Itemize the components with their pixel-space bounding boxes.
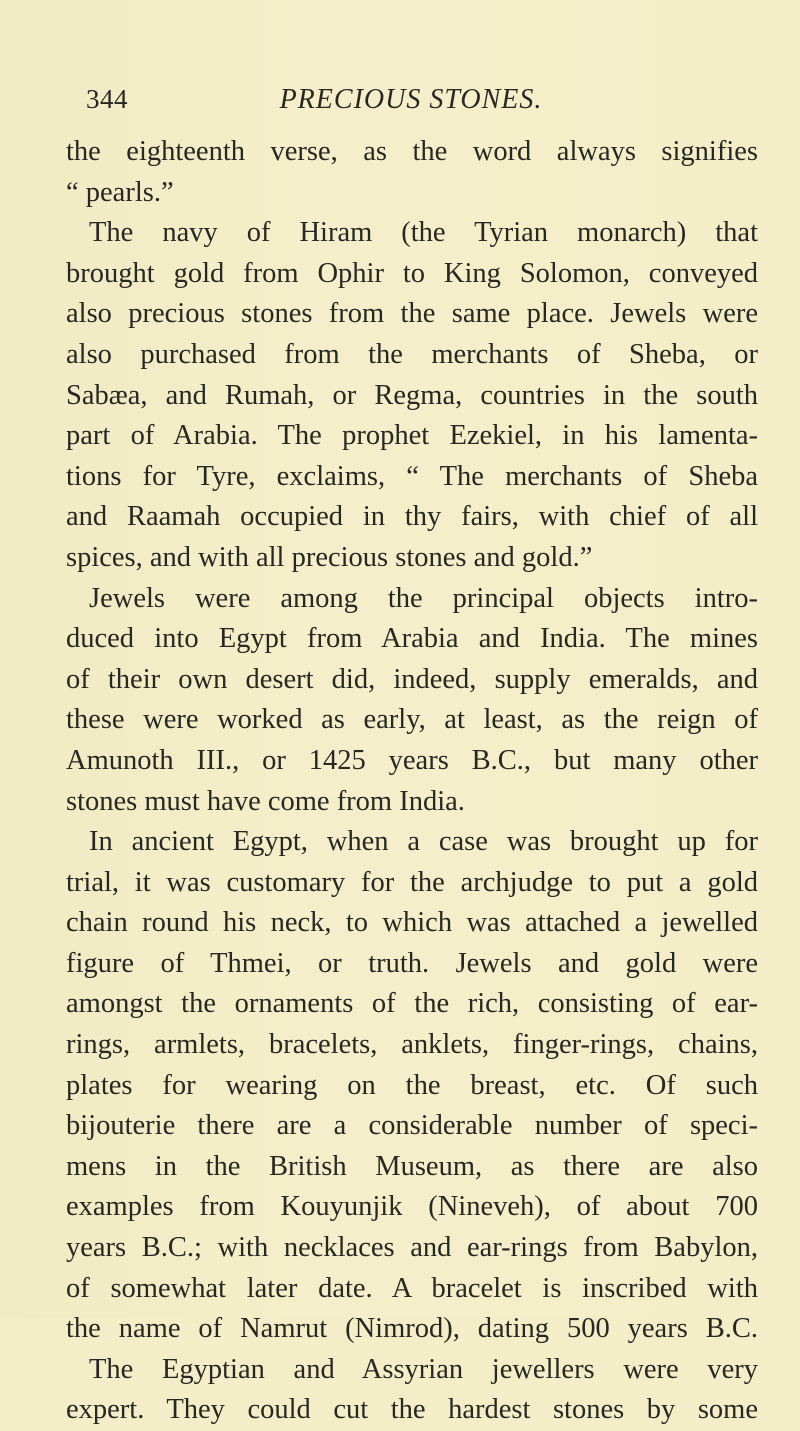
text-line: the eighteenth verse, as the word always signifies xyxy=(66,136,758,167)
page-header xyxy=(86,84,736,124)
text-line: plates for wearing on the breast, etc. Of such xyxy=(66,1069,758,1101)
text-line: tions for Tyre, exclaims, “ The merchants of Sheba xyxy=(66,460,758,492)
text-line: examples from Kouyunjik (Nineveh), of about 700 xyxy=(66,1191,758,1223)
text-line: part of Arabia. The prophet Ezekiel, in his lamenta- xyxy=(66,420,758,452)
paragraph-start-line: The Egyptian and Assyrian jewellers were very xyxy=(89,1353,758,1385)
text-line: bijouterie there are a considerable number of speci- xyxy=(66,1110,758,1142)
paragraph-start-line: The navy of Hiram (the Tyrian monarch) that xyxy=(89,217,758,249)
text-line: spices, and with all precious stones and gold.” xyxy=(66,541,593,573)
text-line: expert. They could cut the hardest stones by some xyxy=(66,1394,758,1426)
text-line: of somewhat later date. A bracelet is inscribed with xyxy=(66,1272,758,1304)
text-line: “ pearls.” xyxy=(66,176,174,208)
text-line: these were worked as early, at least, as the reign of xyxy=(66,704,758,736)
text-line: also precious stones from the same place. Jewels were xyxy=(66,298,758,330)
text-line: trial, it was customary for the archjudge to put a gold xyxy=(66,866,758,898)
text-line: the name of Namrut (Nimrod), dating 500 years B.C. xyxy=(66,1313,758,1345)
text-line: duced into Egypt from Arabia and India. The mines xyxy=(66,623,758,655)
text-line: mens in the British Museum, as there are also xyxy=(66,1150,758,1182)
text-line: of their own desert did, indeed, supply emeralds, and xyxy=(66,663,758,695)
page-number: 344 xyxy=(86,84,128,114)
paragraph-start-line: Jewels were among the principal objects intro- xyxy=(89,582,758,614)
text-line: Amunoth III., or 1425 years B.C., but many other xyxy=(66,744,758,776)
text-line: amongst the ornaments of the rich, consisting of ear- xyxy=(66,988,758,1020)
text-line: also purchased from the merchants of Sheba, or xyxy=(66,338,758,370)
text-line: and Raamah occupied in thy fairs, with chief of all xyxy=(66,501,758,533)
text-line: brought gold from Ophir to King Solomon, conveyed xyxy=(66,257,758,289)
text-line: rings, armlets, bracelets, anklets, finger-rings, chains, xyxy=(66,1029,758,1061)
text-line: years B.C.; with necklaces and ear-rings from Babylon, xyxy=(66,1232,758,1264)
body-text xyxy=(66,132,758,1431)
text-line: Sabæa, and Rumah, or Regma, countries in the south xyxy=(66,379,758,411)
text-line: chain round his neck, to which was attached a jewelled xyxy=(66,907,758,939)
paragraph-start-line: In ancient Egypt, when a case was brought up for xyxy=(89,826,758,858)
running-head: PRECIOUS STONES. xyxy=(279,84,543,115)
text-line: figure of Thmei, or truth. Jewels and gold were xyxy=(66,947,758,979)
text-line: stones must have come from India. xyxy=(66,785,465,817)
